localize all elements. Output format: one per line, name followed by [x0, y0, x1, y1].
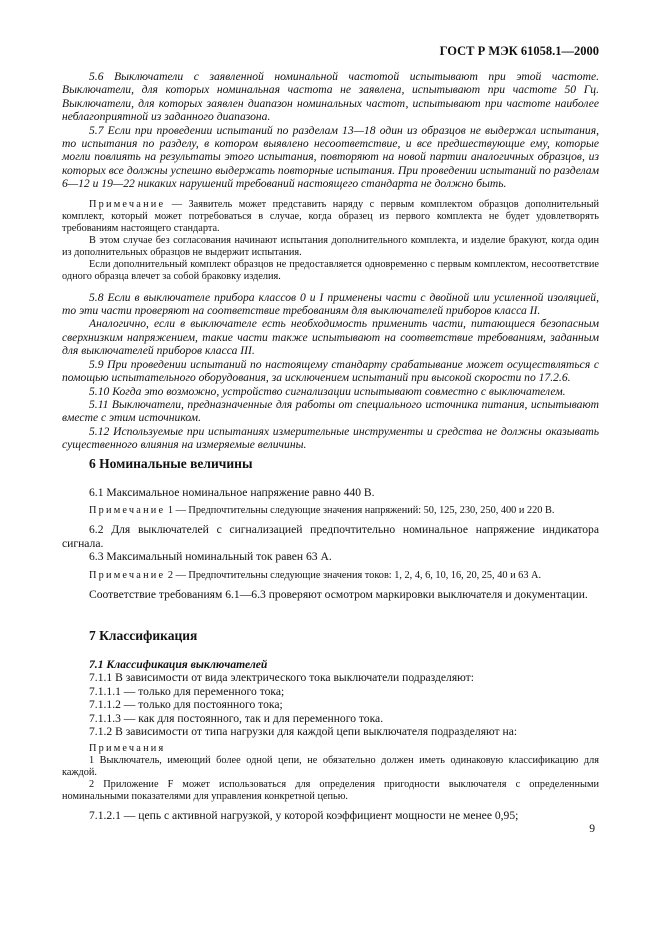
clause-5-6: 5.6 Выключатели с заявленной номинальной частотой испытывают при этой частоте. Выключатели, для которых номинальная частота не заявлена, испытывают при частоте 50 Гц. Выключатели, для которых заявлен диапазон номинальных частот, испытывают при частоте наиболее неблагоприятной из заданного диапазона. — [62, 70, 599, 124]
note-text: 1 — Предпочтительны следующие значения напряжений: 50, 125, 230, 250, 400 и 220 В. — [165, 505, 555, 517]
note-5-7 — [62, 199, 599, 235]
compliance-check: Соответствие требованиям 6.1—6.3 проверяют осмотром маркировки выключателя и документации. — [89, 587, 588, 601]
section-5-continued — [62, 70, 599, 452]
note-label: Примечание — [89, 505, 166, 517]
clause-5-9: 5.9 При проведении испытаний по настоящему стандарту срабатывание может осуществляться с помощью испытательного оборудования, за исключением испытаний при высокой скорости по 17.2.6. — [62, 357, 599, 385]
section-6-title: 6 Номинальные величины — [89, 456, 253, 471]
note-text: 2 — Предпочтительны следующие значения токов: 1, 2, 4, 6, 10, 16, 20, 25, 40 и 63 А. — [165, 569, 542, 581]
note-5-7-p2: В этом случае без согласования начинают испытания дополнительного комплекта, и изделие бракуют, когда один из дополнительных образцов не выдержит испытания. — [62, 234, 599, 258]
clause-7-1-1: 7.1.1 В зависимости от вида электрического тока выключатели подразделяют: — [89, 671, 474, 685]
clause-7-1-1-1: 7.1.1.1 — только для переменного тока; — [89, 684, 285, 698]
section-7-title: 7 Классификация — [89, 628, 198, 643]
clause-7-1-2-1: 7.1.2.1 — цепь с активной нагрузкой, у которой коэффициент мощности не менее 0,95; — [89, 809, 519, 823]
document-header: ГОСТ Р МЭК 61058.1—2000 — [439, 44, 599, 58]
note-7-1-2-b: 2 Приложение F может использоваться для определения пригодности выключателя с определенными номинальными показателями для управления конкретной цепью. — [62, 779, 599, 803]
notes-label: Примечания — [89, 743, 166, 755]
clause-7-1-1-3: 7.1.1.3 — как для постоянного, так и для переменного тока. — [89, 711, 384, 725]
note-7-1-2-a: 1 Выключатель, имеющий более одной цепи, не обязательно должен иметь одинаковую классификацию для каждой. — [62, 755, 599, 779]
clause-6-3: 6.3 Максимальный номинальный ток равен 63 А. — [89, 550, 332, 564]
clause-5-8: 5.8 Если в выключателе прибора классов 0 и I применены части с двойной или усиленной изоляцией, то эти части проверяют на соответствие требованиям для выключателей приборов класса II. — [62, 290, 599, 318]
clause-6-2: 6.2 Для выключателей с сигнализацией предпочтительно номинальное напряжение индикатора сигнала. — [62, 523, 599, 550]
note-6-1 — [62, 505, 599, 517]
page-number: 9 — [589, 822, 595, 835]
clause-7-1-1-2: 7.1.1.2 — только для постоянного тока; — [89, 698, 283, 712]
note-6-3 — [62, 570, 599, 582]
subsection-7-1-title: 7.1 Классификация выключателей — [89, 658, 268, 671]
note-text: — Заявитель может представить наряду с первым комплектом образцов дополнительный комплект, который может потребоваться в случае, когда образец из первого комплекта не будет удовлетворять требованиям настоящего стандарта. — [62, 198, 599, 234]
section-6 — [62, 456, 599, 601]
clause-5-12: 5.12 Используемые при испытаниях измерительные инструменты и средства не должны оказывать существенного влияния на измеряемые величины. — [62, 424, 599, 452]
section-7 — [62, 628, 599, 823]
clause-5-11: 5.11 Выключатели, предназначенные для работы от специального источника питания, испытывают вместе с этим источником. — [62, 397, 599, 425]
note-label: Примечание — [89, 198, 166, 210]
note-label: Примечание — [89, 569, 166, 581]
note-5-7-p3: Если дополнительный комплект образцов не предоставляется одновременно с первым комплектом, несоответствие одного образца влечет за собой браковку изделия. — [62, 258, 599, 282]
clause-5-10: 5.10 Когда это возможно, устройство сигнализации испытывают совместно с выключателем. — [89, 384, 566, 398]
clause-7-1-2: 7.1.2 В зависимости от типа нагрузки для каждой цепи выключателя подразделяют на: — [89, 725, 518, 739]
clause-5-7: 5.7 Если при проведении испытаний по разделам 13—18 один из образцов не выдержал испытания, то испытания по разделу, в котором выявлено несоответствие, и все предшествующие ему, которые могли повлиять на результаты этого испытания, повторяют на новой партии аналогичных образцов, из которых все должны успешно выдержать повторные испытания. При проведении испытаний по разделам 6—12 и 19—22 никаких нарушений требований настоящего стандарта не должно быть. — [62, 123, 599, 191]
clause-6-1: 6.1 Максимальное номинальное напряжение равно 440 В. — [89, 486, 375, 499]
clause-5-8-b: Аналогично, если в выключателе есть необходимость применить части, питающиеся безопасным сверхнизким напряжением, такие части также испытывают на соответствие требованиям, заданным для выключателей приборов класса III. — [62, 317, 599, 358]
